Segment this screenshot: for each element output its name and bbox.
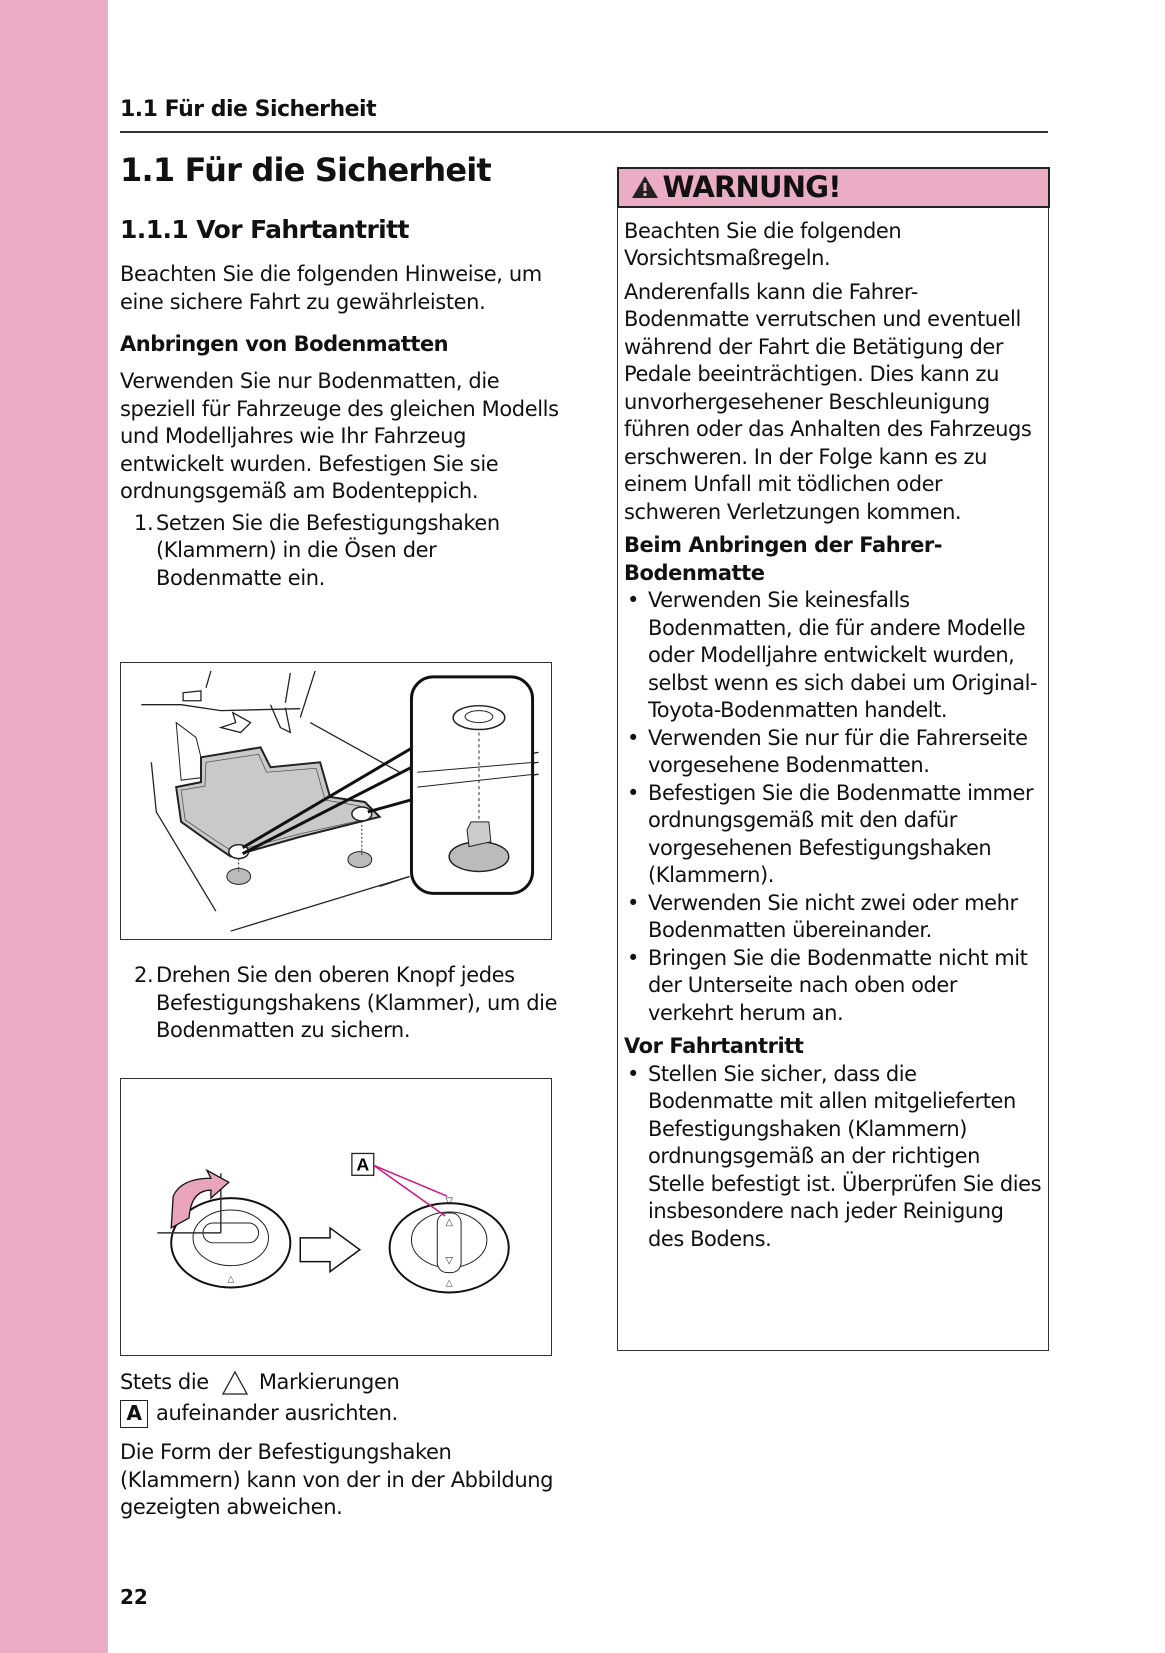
clip-rotation-illustration-icon [121, 1079, 551, 1355]
warning-body [618, 208, 1048, 1254]
warning-bullet: • Verwenden Sie nur für die Fahrerseite vorgesehene Bodenmatten. [627, 725, 1028, 777]
section-heading: Anbringen von Bodenmatten [120, 332, 449, 356]
warning-box [617, 167, 1049, 1351]
svg-text:△: △ [227, 1274, 235, 1285]
svg-text:▽: ▽ [445, 1255, 453, 1267]
notes-block [120, 1367, 560, 1522]
warning-bullet: • Befestigen Sie die Bodenmatte immer ordnungsgemäß mit den dafür vorgesehenen Befestigungshaken (Klammern). [627, 780, 1034, 887]
align-note-text: Stets die [120, 1370, 209, 1394]
triangle-marker-icon [221, 1370, 249, 1396]
svg-text:△: △ [445, 1216, 453, 1228]
section-text: Verwenden Sie nur Bodenmatten, die speziell für Fahrzeuge des gleichen Modells und Modelljahres wie Ihr Fahrzeug entwickelt wurden. Befestigen Sie sie ordnungsgemäß am Bodenteppich. [120, 369, 559, 503]
warning-bullet: • Verwenden Sie nicht zwei oder mehr Bodenmatten übereinander. [627, 890, 1018, 942]
figure-clip-rotation [120, 1078, 552, 1356]
warning-header [617, 167, 1050, 208]
subsection-title: 1.1.1 Vor Fahrtantritt [120, 215, 409, 244]
step-number: 2. [134, 963, 154, 987]
header-rule [120, 131, 1048, 133]
page-number: 22 [120, 1585, 148, 1609]
warning-para-1: Beachten Sie die folgenden Vorsichtsmaßregeln. [624, 218, 902, 270]
section-title: 1.1 Für die Sicherheit [120, 151, 491, 189]
shape-note: Die Form der Befestigungshaken (Klammern) kann von der in der Abbildung gezeigten abweichen. [120, 1440, 554, 1519]
page-sidebar-accent [0, 0, 108, 1653]
step-number: 1. [134, 510, 154, 535]
warning-para-2: Anderenfalls kann die Fahrer-Bodenmatte verrutschen und eventuell während der Fahrt die Betätigung der Pedale beeinträchtigen. Dies kann zu unvorhergesehener Beschleunigung führen oder das Anhalten des Fahrzeugs erschweren. In der Folge kann es zu einem Unfall mit tödlichen oder schweren Verletzungen kommen. [624, 279, 1032, 524]
svg-text:△: △ [445, 1278, 453, 1289]
align-note [120, 1367, 560, 1398]
step-2 [120, 962, 560, 1045]
align-note-text: aufeinander ausrichten. [156, 1401, 398, 1425]
left-column [120, 145, 560, 592]
warning-subheading-1: Beim Anbringen der Fahrer-Bodenmatte [624, 533, 943, 585]
warning-bullet: • Verwenden Sie keinesfalls Bodenmatten, die für andere Modelle oder Modelljahre entwickelt wurden, selbst wenn es sich dabei um Original-Toyota-Bodenmatten handelt. [627, 588, 1038, 722]
warning-triangle-icon [631, 175, 659, 199]
align-note-text: Markierungen [258, 1370, 400, 1394]
step-text: Drehen Sie den oberen Knopf jedes Befestigungshakens (Klammer), um die Bodenmatten zu sichern. [156, 963, 558, 1042]
callout-label-a: A [356, 1154, 370, 1175]
intro-text: Beachten Sie die folgenden Hinweise, um eine sichere Fahrt zu gewährleisten. [120, 262, 542, 314]
step-text: Setzen Sie die Befestigungshaken (Klammern) in die Ösen der Bodenmatte ein. [156, 510, 500, 590]
warning-title: WARNUNG! [662, 170, 841, 204]
running-head: 1.1 Für die Sicherheit [120, 97, 377, 122]
svg-text:▽: ▽ [445, 1196, 453, 1208]
align-note-line2 [120, 1398, 560, 1429]
warning-subheading-2: Vor Fahrtantritt [624, 1034, 804, 1058]
floor-mat-clip-illustration-icon [121, 663, 551, 939]
label-a-badge: A [120, 1400, 148, 1428]
warning-bullet: • Stellen Sie sicher, dass die Bodenmatte mit allen mitgelieferten Befestigungshaken (Klammern) ordnungsgemäß an der richtigen Stelle befestigt ist. Überprüfen Sie dies insbesondere nach jeder Reinigung des Bodens. [627, 1061, 1042, 1251]
figure-floor-mat-installation [120, 662, 552, 940]
step-2-block [120, 958, 560, 1045]
warning-bullet: • Bringen Sie die Bodenmatte nicht mit der Unterseite nach oben oder verkehrt herum an. [627, 945, 1028, 1025]
step-1 [120, 510, 560, 593]
